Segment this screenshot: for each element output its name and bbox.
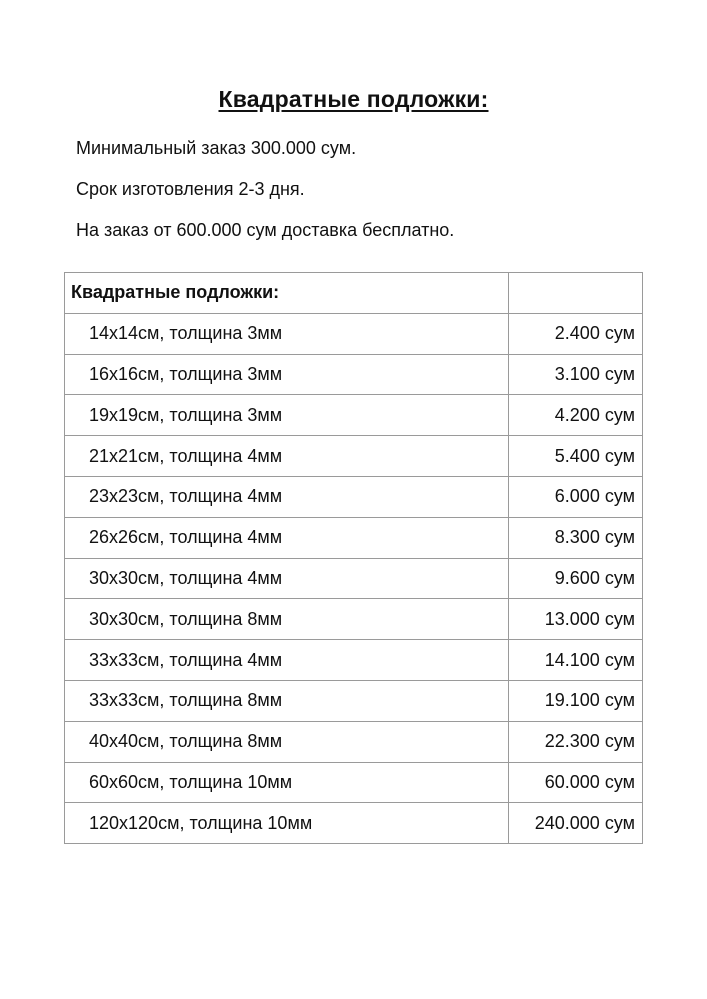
row-size: 21х21см, толщина 4мм	[65, 436, 509, 477]
row-size: 14х14см, толщина 3мм	[65, 313, 509, 354]
row-size: 26х26см, толщина 4мм	[65, 517, 509, 558]
row-price: 14.100 сум	[508, 640, 642, 681]
table-row	[65, 476, 643, 517]
table-header-price	[508, 273, 642, 314]
row-size: 33х33см, толщина 4мм	[65, 640, 509, 681]
row-price: 2.400 сум	[508, 313, 642, 354]
row-price: 240.000 сум	[508, 803, 642, 844]
table-row	[65, 599, 643, 640]
table-row	[65, 436, 643, 477]
row-price: 5.400 сум	[508, 436, 642, 477]
table-row	[65, 721, 643, 762]
row-size: 120х120см, толщина 10мм	[65, 803, 509, 844]
row-price: 3.100 сум	[508, 354, 642, 395]
table-row	[65, 354, 643, 395]
table-row	[65, 640, 643, 681]
row-size: 16х16см, толщина 3мм	[65, 354, 509, 395]
row-price: 9.600 сум	[508, 558, 642, 599]
table-row	[65, 558, 643, 599]
table-row	[65, 517, 643, 558]
row-size: 60х60см, толщина 10мм	[65, 762, 509, 803]
row-size: 19х19см, толщина 3мм	[65, 395, 509, 436]
row-size: 23х23см, толщина 4мм	[65, 476, 509, 517]
row-size: 30х30см, толщина 4мм	[65, 558, 509, 599]
row-price: 19.100 сум	[508, 680, 642, 721]
table-row	[65, 395, 643, 436]
row-price: 6.000 сум	[508, 476, 642, 517]
note-production-time: Срок изготовления 2-3 дня.	[76, 179, 305, 199]
row-price: 13.000 сум	[508, 599, 642, 640]
table-row	[65, 762, 643, 803]
row-price: 60.000 сум	[508, 762, 642, 803]
row-price: 22.300 сум	[508, 721, 642, 762]
row-size: 30х30см, толщина 8мм	[65, 599, 509, 640]
table-row	[65, 803, 643, 844]
table-row	[65, 680, 643, 721]
row-price: 8.300 сум	[508, 517, 642, 558]
notes-block	[76, 136, 454, 259]
note-free-delivery: На заказ от 600.000 сум доставка бесплатно.	[76, 220, 455, 240]
row-size: 33х33см, толщина 8мм	[65, 680, 509, 721]
row-size: 40х40см, толщина 8мм	[65, 721, 509, 762]
page-title: Квадратные подложки:	[218, 86, 489, 112]
table-header-name: Квадратные подложки:	[65, 273, 509, 314]
price-table	[64, 272, 643, 844]
note-minimum-order: Минимальный заказ 300.000 сум.	[76, 138, 357, 158]
row-price: 4.200 сум	[508, 395, 642, 436]
table-header-row	[65, 273, 643, 314]
table-row	[65, 313, 643, 354]
